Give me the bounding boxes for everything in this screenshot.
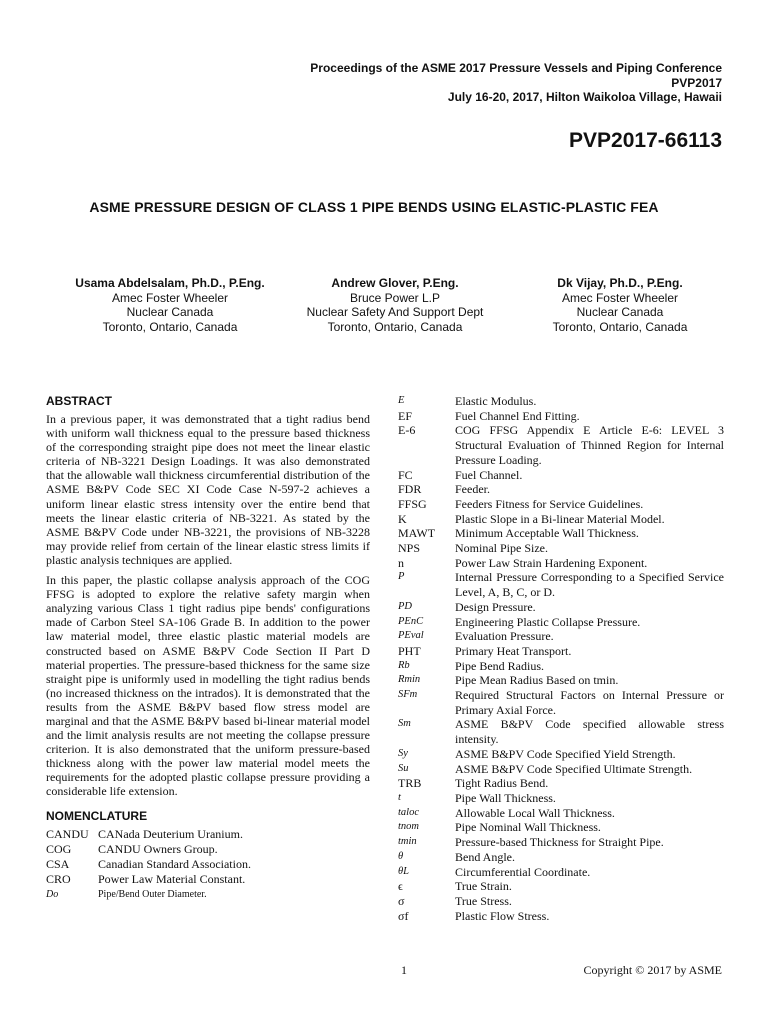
nomenclature-symbol: Sm <box>398 718 411 730</box>
nomenclature-definition: Feeder. <box>455 482 490 497</box>
nomenclature-item <box>398 423 724 467</box>
nomenclature-definition: CANada Deuterium Uranium. <box>98 826 243 841</box>
nomenclature-symbol: COG <box>46 841 72 856</box>
author-affiliation: Nuclear Canada <box>126 305 214 319</box>
nomenclature-list-right <box>398 394 724 923</box>
nomenclature-symbol: CRO <box>46 871 71 886</box>
nomenclature-symbol: σf <box>398 908 409 923</box>
nomenclature-symbol: tnom <box>398 821 419 833</box>
nomenclature-item <box>398 835 724 850</box>
nomenclature-item <box>398 673 724 688</box>
author-1 <box>60 276 280 334</box>
author-name: Usama Abdelsalam, Ph.D., P.Eng. <box>75 276 265 290</box>
nomenclature-heading: NOMENCLATURE <box>46 808 148 823</box>
nomenclature-definition: Pipe Wall Thickness. <box>455 790 556 805</box>
nomenclature-symbol: ϵ <box>398 879 403 894</box>
nomenclature-definition: Pipe Mean Radius Based on tmin. <box>455 673 619 688</box>
nomenclature-symbol: Do <box>46 888 59 900</box>
nomenclature-definition: Pressure-based Thickness for Straight Pipe. <box>455 835 664 850</box>
nomenclature-definition: Canadian Standard Association. <box>98 856 251 871</box>
nomenclature-item <box>398 615 724 630</box>
nomenclature-definition: Engineering Plastic Collapse Pressure. <box>455 614 641 629</box>
nomenclature-symbol: taloc <box>398 806 419 818</box>
author-location: Toronto, Ontario, Canada <box>327 319 463 334</box>
left-column <box>46 394 370 902</box>
nomenclature-definition: Circumferential Coordinate. <box>455 864 591 879</box>
author-name: Andrew Glover, P.Eng. <box>331 276 459 290</box>
page-number: 1 <box>401 963 407 977</box>
nomenclature-item <box>398 820 724 835</box>
nomenclature-symbol: θ <box>398 850 404 862</box>
nomenclature-definition: True Strain. <box>455 879 512 894</box>
nomenclature-symbol: tmin <box>398 836 417 848</box>
nomenclature-item <box>398 600 724 615</box>
nomenclature-symbol: EF <box>398 408 413 423</box>
conference-header <box>310 61 722 105</box>
nomenclature-item <box>398 806 724 821</box>
nomenclature-definition: Tight Radius Bend. <box>455 776 549 791</box>
nomenclature-symbol: SFm <box>398 689 418 701</box>
nomenclature-item <box>398 570 724 599</box>
nomenclature-symbol: θL <box>398 865 409 877</box>
nomenclature-item <box>398 909 724 924</box>
nomenclature-symbol: Rmin <box>398 674 421 686</box>
nomenclature-definition: Fuel Channel. <box>455 467 523 482</box>
conference-name: Proceedings of the ASME 2017 Pressure Vessels and Piping Conference <box>310 61 722 75</box>
nomenclature-symbol: NPS <box>398 541 421 556</box>
nomenclature-symbol: E <box>398 395 405 406</box>
nomenclature-item <box>398 865 724 880</box>
nomenclature-symbol: PD <box>398 600 412 612</box>
nomenclature-symbol: PEval <box>398 630 424 642</box>
author-affiliation: Bruce Power L.P <box>349 290 441 305</box>
nomenclature-definition: Nominal Pipe Size. <box>455 541 548 556</box>
nomenclature-definition: ASME B&PV Code specified allowable stress intensity. <box>455 717 724 747</box>
nomenclature-item <box>398 762 724 777</box>
nomenclature-item <box>398 688 724 717</box>
nomenclature-definition: Pipe Bend Radius. <box>455 658 544 673</box>
nomenclature-item <box>398 512 724 527</box>
nomenclature-definition: Plastic Flow Stress. <box>455 908 550 923</box>
author-location: Toronto, Ontario, Canada <box>552 319 688 334</box>
nomenclature-definition: Power Law Strain Hardening Exponent. <box>455 555 648 570</box>
nomenclature-definition: CANDU Owners Group. <box>98 841 218 856</box>
author-affiliation: Nuclear Safety And Support Dept <box>306 305 484 319</box>
nomenclature-item <box>398 644 724 659</box>
nomenclature-definition: Minimum Acceptable Wall Thickness. <box>455 526 639 541</box>
nomenclature-symbol: CSA <box>46 856 70 871</box>
author-affiliation: Nuclear Canada <box>576 305 664 319</box>
author-name: Dk Vijay, Ph.D., P.Eng. <box>557 276 683 290</box>
paper-title: ASME PRESSURE DESIGN OF CLASS 1 PIPE BENDS USING ELASTIC-PLASTIC FEA <box>89 199 659 215</box>
nomenclature-symbol: K <box>398 511 407 526</box>
nomenclature-symbol: t <box>398 791 401 803</box>
nomenclature-item <box>46 857 370 872</box>
nomenclature-symbol: FC <box>398 467 413 482</box>
author-location: Toronto, Ontario, Canada <box>102 319 238 334</box>
nomenclature-item <box>398 629 724 644</box>
nomenclature-item <box>46 872 370 887</box>
nomenclature-definition: Pipe Nominal Wall Thickness. <box>455 820 601 835</box>
nomenclature-definition: ASME B&PV Code Specified Ultimate Strength. <box>455 761 693 776</box>
nomenclature-symbol: PEnC <box>398 615 424 627</box>
nomenclature-symbol: n <box>398 555 404 570</box>
nomenclature-symbol: FFSG <box>398 496 427 511</box>
nomenclature-symbol: Sy <box>398 747 408 759</box>
conference-code: PVP2017 <box>671 75 722 90</box>
nomenclature-item <box>398 747 724 762</box>
abstract-paragraph: In a previous paper, it was demonstrated that a tight radius bend with uniform wall thickness equal to the pressure based thickness of the corresponding straight pipe does not meet the linear elastic criteria of NB-3221 Design Loadings. It was also demonstrated that the allowable wall thickness circumferential distribution of the ASME B&PV Code SEC XI Code Case N-597-2 achieves a uniform linear elastic stress intensity over the entire bend that meets the linear elastic criteria of NB-3221. As stated by the ASME B&PV Code under NB-3221, the provisions of NB-3228 may provide relief from certain of the linear elastic stress limits if plastic analysis techniques are applied. <box>46 412 370 567</box>
nomenclature-definition: True Stress. <box>455 893 512 908</box>
nomenclature-item <box>398 556 724 571</box>
nomenclature-symbol: σ <box>398 893 405 908</box>
nomenclature-symbol: Rb <box>398 659 410 671</box>
nomenclature-definition: Fuel Channel End Fitting. <box>455 408 580 423</box>
nomenclature-item <box>398 541 724 556</box>
nomenclature-item <box>398 409 724 424</box>
copyright-notice: Copyright © 2017 by ASME <box>583 963 722 977</box>
nomenclature-definition: Required Structural Factors on Internal Pressure or Primary Axial Force. <box>455 688 724 717</box>
nomenclature-item <box>398 791 724 806</box>
nomenclature-definition: Evaluation Pressure. <box>455 629 554 644</box>
nomenclature-definition: ASME B&PV Code Specified Yield Strength. <box>455 746 676 761</box>
nomenclature-definition: Elastic Modulus. <box>455 394 537 408</box>
paper-id: PVP2017-66113 <box>569 129 722 152</box>
nomenclature-item <box>46 827 370 842</box>
nomenclature-item <box>398 850 724 865</box>
nomenclature-item <box>398 394 724 409</box>
nomenclature-symbol: E-6 <box>398 423 416 438</box>
author-3 <box>520 276 720 334</box>
nomenclature-item <box>398 879 724 894</box>
nomenclature-definition: Plastic Slope in a Bi-linear Material Model. <box>455 511 665 526</box>
author-affiliation: Amec Foster Wheeler <box>111 290 229 305</box>
nomenclature-item <box>46 842 370 857</box>
nomenclature-definition: Power Law Material Constant. <box>98 871 246 886</box>
nomenclature-symbol: P <box>398 571 405 583</box>
nomenclature-item <box>398 659 724 674</box>
nomenclature-item <box>398 894 724 909</box>
nomenclature-item <box>398 526 724 541</box>
nomenclature-symbol: MAWT <box>398 526 436 541</box>
nomenclature-symbol: CANDU <box>46 826 89 841</box>
abstract-section <box>46 394 370 799</box>
nomenclature-item <box>398 776 724 791</box>
conference-date-location: July 16-20, 2017, Hilton Waikoloa Village, Hawaii <box>447 90 722 104</box>
nomenclature-symbol: PHT <box>398 643 421 658</box>
author-affiliation: Amec Foster Wheeler <box>561 290 679 305</box>
nomenclature-definition: Design Pressure. <box>455 599 536 614</box>
nomenclature-definition: Internal Pressure Corresponding to a Specified Service Level, A, B, C, or D. <box>455 570 724 600</box>
nomenclature-item <box>398 497 724 512</box>
nomenclature-definition: COG FFSG Appendix E Article E-6: LEVEL 3 Structural Evaluation of Thinned Region for Internal Pressure Loading. <box>455 423 724 467</box>
nomenclature-definition: Feeders Fitness for Service Guidelines. <box>455 496 644 511</box>
nomenclature-item <box>398 482 724 497</box>
nomenclature-item <box>398 468 724 483</box>
nomenclature-definition: Pipe/Bend Outer Diameter. <box>98 888 207 900</box>
nomenclature-definition: Allowable Local Wall Thickness. <box>455 805 615 820</box>
abstract-paragraph: In this paper, the plastic collapse analysis approach of the COG FFSG is adopted to explore the relative safety margin when analyzing various Class 1 tight radius pipe bends' configurations made of Carbon Steel SA-106 Grade B. In addition to the power law material model, three elastic plastic material models are constructed based on ASME B&PV Code Section II Part D material properties. The pressure-based thickness for the same size straight pipe is uniformly used in modelling the tight radius bends (no increased thickness on the intrados). It is demonstrated that the results from the ASME B&PV based flow stress model are marginal and that the ASME B&PV based bi-linear material model and the limit analysis results are not meeting the collapse pressure criterion. It is also demonstrated that the uniform pressure-based thickness along with the power law material model meets the requirements for the adopted plastic collapse pressure providing a considerable life extension. <box>46 573 370 799</box>
author-2 <box>290 276 500 334</box>
nomenclature-definition: Primary Heat Transport. <box>455 643 572 658</box>
nomenclature-symbol: FDR <box>398 482 422 497</box>
nomenclature-list-left <box>46 827 370 902</box>
nomenclature-item <box>46 887 370 902</box>
nomenclature-symbol: TRB <box>398 776 422 791</box>
abstract-heading: ABSTRACT <box>46 394 112 408</box>
nomenclature-definition: Bend Angle. <box>455 849 515 864</box>
nomenclature-symbol: Su <box>398 762 409 774</box>
nomenclature-item <box>398 717 724 746</box>
